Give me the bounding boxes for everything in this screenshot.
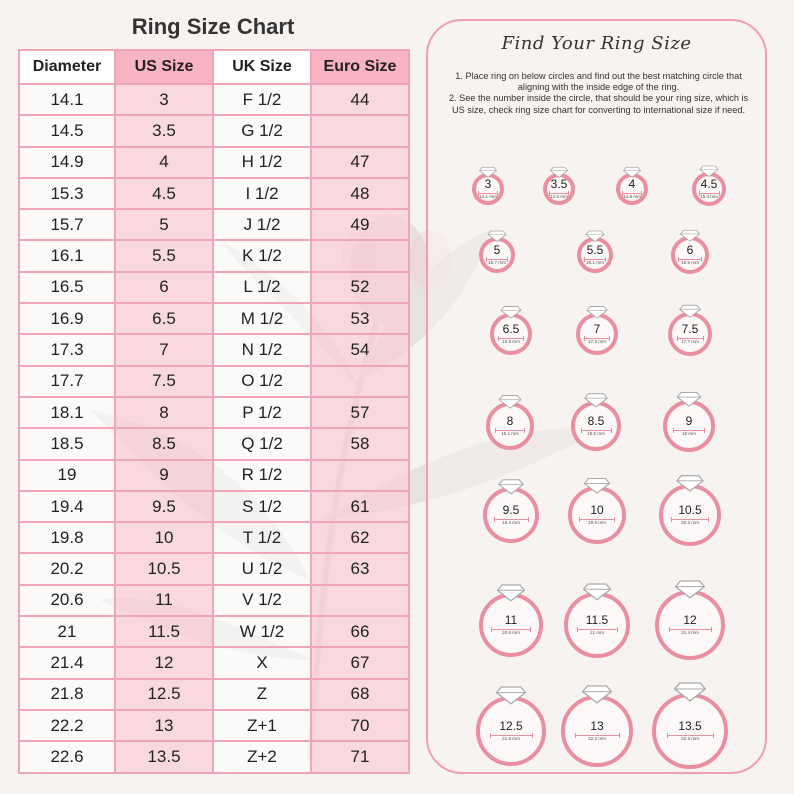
diameter-line	[699, 193, 720, 194]
ring-diameter-mm: 19 mm	[681, 431, 697, 437]
ring-circle	[472, 173, 504, 205]
ring-diameter-mm: 15.7 mm	[488, 260, 506, 266]
table-row	[19, 303, 409, 334]
ring-circle	[543, 173, 575, 205]
cell-diameter: 20.2	[19, 553, 115, 584]
cell-euro-size: 58	[311, 428, 409, 459]
ring-size-number: 7	[593, 322, 601, 337]
cell-uk-size: N 1/2	[213, 334, 311, 365]
ring-size-number: 5.5	[586, 243, 604, 258]
cell-us-size: 9.5	[115, 491, 213, 522]
cell-diameter: 14.5	[19, 115, 115, 146]
ring-size-number: 5	[493, 243, 501, 258]
table-row	[19, 741, 409, 772]
ring-circle	[659, 484, 721, 546]
cell-us-size: 13.5	[115, 741, 213, 772]
ring-diameter-mm: 17.3 mm	[588, 339, 606, 345]
ring-size-number: 9.5	[502, 503, 520, 518]
cell-diameter: 18.5	[19, 428, 115, 459]
ring-circle	[692, 172, 726, 206]
table-row	[19, 240, 409, 271]
cell-diameter: 21.8	[19, 679, 115, 710]
cell-us-size: 12.5	[115, 679, 213, 710]
diameter-line	[577, 629, 618, 630]
table-row	[19, 397, 409, 428]
table-row	[19, 84, 409, 115]
ring-circle	[490, 313, 532, 355]
cell-us-size: 3.5	[115, 115, 213, 146]
cell-diameter: 16.5	[19, 272, 115, 303]
table-row	[19, 209, 409, 240]
cell-uk-size: M 1/2	[213, 303, 311, 334]
ring-size-number: 10.5	[678, 503, 702, 518]
table-row	[19, 272, 409, 303]
cell-uk-size: I 1/2	[213, 178, 311, 209]
cell-diameter: 22.2	[19, 710, 115, 741]
header-us-size: US Size	[115, 50, 213, 84]
ring-size-number: 4	[628, 177, 636, 192]
cell-us-size: 5.5	[115, 240, 213, 271]
cell-diameter: 22.6	[19, 741, 115, 772]
ring-size-number: 7.5	[681, 322, 699, 337]
cell-euro-size: 66	[311, 616, 409, 647]
diameter-line	[491, 629, 531, 630]
diameter-line	[495, 430, 525, 431]
ring-diameter-mm: 14.1 mm	[479, 194, 497, 200]
ring-size-number: 9	[685, 414, 693, 429]
cell-uk-size: Z+2	[213, 741, 311, 772]
diameter-line	[667, 735, 714, 736]
ring-circle	[655, 590, 725, 660]
ring-circle	[663, 400, 715, 452]
diameter-line	[669, 629, 712, 630]
cell-euro-size: 49	[311, 209, 409, 240]
table-row	[19, 585, 409, 616]
ring-size-chart-title: Ring Size Chart	[131, 14, 295, 39]
ring-diameter-mm: 14.9 mm	[623, 194, 641, 200]
cell-euro-size: 47	[311, 147, 409, 178]
cell-us-size: 8.5	[115, 428, 213, 459]
cell-diameter: 14.9	[19, 147, 115, 178]
header-euro-size: Euro Size	[311, 50, 409, 84]
diameter-line	[581, 430, 612, 431]
cell-euro-size	[311, 585, 409, 616]
diameter-line	[622, 193, 642, 194]
cell-us-size: 7.5	[115, 366, 213, 397]
cell-diameter: 16.1	[19, 240, 115, 271]
ring-circle	[476, 696, 546, 766]
ring-diameter-mm: 16.5 mm	[681, 260, 699, 266]
find-ring-size-panel	[426, 19, 767, 774]
cell-euro-size: 54	[311, 334, 409, 365]
cell-uk-size: W 1/2	[213, 616, 311, 647]
cell-euro-size: 71	[311, 741, 409, 772]
diameter-line	[673, 430, 705, 431]
cell-us-size: 4.5	[115, 178, 213, 209]
diameter-line	[575, 735, 620, 736]
cell-euro-size	[311, 460, 409, 491]
cell-uk-size: Z+1	[213, 710, 311, 741]
cell-diameter: 16.9	[19, 303, 115, 334]
cell-us-size: 5	[115, 209, 213, 240]
ring-diameter-mm: 21.8 mm	[502, 736, 520, 742]
cell-uk-size: Q 1/2	[213, 428, 311, 459]
cell-euro-size: 68	[311, 679, 409, 710]
cell-diameter: 21	[19, 616, 115, 647]
cell-us-size: 10	[115, 522, 213, 553]
cell-diameter: 18.1	[19, 397, 115, 428]
cell-uk-size: U 1/2	[213, 553, 311, 584]
ring-size-number: 6.5	[502, 322, 520, 337]
ring-circle	[483, 487, 539, 543]
table-row	[19, 428, 409, 459]
cell-diameter: 17.7	[19, 366, 115, 397]
cell-euro-size: 61	[311, 491, 409, 522]
diameter-line	[671, 519, 709, 520]
cell-diameter: 19.8	[19, 522, 115, 553]
table-row	[19, 616, 409, 647]
cell-uk-size: R 1/2	[213, 460, 311, 491]
table-row	[19, 679, 409, 710]
ring-diameter-mm: 22.2 mm	[588, 736, 606, 742]
cell-us-size: 6	[115, 272, 213, 303]
ring-size-number: 11.5	[585, 613, 609, 628]
find-ring-size-title: Find Your Ring Size	[501, 33, 692, 54]
cell-euro-size: 62	[311, 522, 409, 553]
ring-diameter-mm: 20.6 mm	[502, 630, 520, 636]
cell-uk-size: L 1/2	[213, 272, 311, 303]
ring-size-number: 3	[484, 177, 492, 192]
ring-diameter-mm: 16.9 mm	[502, 339, 520, 345]
instruction-2: 2. See the number inside the circle, that should be your ring size, which is US size, check ring size chart for converting to international size if need.	[448, 93, 749, 115]
ring-circle	[486, 402, 534, 450]
instructions	[442, 71, 755, 116]
header-uk-size: UK Size	[213, 50, 311, 84]
cell-us-size: 10.5	[115, 553, 213, 584]
cell-us-size: 11	[115, 585, 213, 616]
ring-size-number: 13.5	[678, 719, 702, 734]
cell-uk-size: Z	[213, 679, 311, 710]
ring-diameter-mm: 15.3 mm	[700, 194, 718, 200]
diameter-line	[486, 259, 508, 260]
ring-circle	[576, 313, 618, 355]
ring-size-number: 8	[506, 414, 514, 429]
ring-circle	[564, 592, 630, 658]
ring-circle	[668, 312, 712, 356]
cell-euro-size: 52	[311, 272, 409, 303]
cell-us-size: 3	[115, 84, 213, 115]
cell-uk-size: J 1/2	[213, 209, 311, 240]
cell-diameter: 19	[19, 460, 115, 491]
ring-size-number: 6	[686, 243, 694, 258]
diameter-line	[549, 193, 569, 194]
ring-circle	[616, 173, 648, 205]
cell-diameter: 20.6	[19, 585, 115, 616]
cell-euro-size: 53	[311, 303, 409, 334]
ring-diameter-mm: 17.7 mm	[681, 339, 699, 345]
cell-uk-size: X	[213, 647, 311, 678]
cell-us-size: 6.5	[115, 303, 213, 334]
ring-diameter-mm: 22.6 mm	[681, 736, 699, 742]
cell-euro-size	[311, 366, 409, 397]
ring-size-number: 12.5	[499, 719, 523, 734]
ring-diameter-mm: 16.1 mm	[586, 260, 604, 266]
ring-circle	[571, 401, 621, 451]
ring-diameter-mm: 21.4 mm	[681, 630, 699, 636]
cell-uk-size: F 1/2	[213, 84, 311, 115]
cell-uk-size: S 1/2	[213, 491, 311, 522]
cell-euro-size: 48	[311, 178, 409, 209]
ring-circle	[671, 236, 709, 274]
cell-us-size: 9	[115, 460, 213, 491]
cell-uk-size: P 1/2	[213, 397, 311, 428]
ring-diameter-mm: 20.2 mm	[681, 520, 699, 526]
table-row	[19, 647, 409, 678]
cell-diameter: 14.1	[19, 84, 115, 115]
ring-size-number: 13	[590, 719, 604, 734]
table-header-row	[19, 50, 409, 84]
cell-diameter: 17.3	[19, 334, 115, 365]
diameter-line	[584, 259, 606, 260]
table-row	[19, 522, 409, 553]
ring-size-table	[18, 49, 410, 774]
table-row	[19, 366, 409, 397]
cell-us-size: 7	[115, 334, 213, 365]
cell-diameter: 21.4	[19, 647, 115, 678]
ring-circle	[577, 237, 613, 273]
cell-uk-size: O 1/2	[213, 366, 311, 397]
ring-size-number: 10	[590, 503, 604, 518]
table-row	[19, 178, 409, 209]
cell-euro-size: 63	[311, 553, 409, 584]
table-row	[19, 460, 409, 491]
ring-diameter-mm: 19.4 mm	[502, 520, 520, 526]
cell-euro-size: 67	[311, 647, 409, 678]
cell-diameter: 19.4	[19, 491, 115, 522]
cell-euro-size	[311, 115, 409, 146]
cell-us-size: 12	[115, 647, 213, 678]
ring-circle	[561, 695, 633, 767]
ring-size-number: 12	[683, 613, 697, 628]
table-row	[19, 710, 409, 741]
diameter-line	[579, 519, 615, 520]
cell-diameter: 15.3	[19, 178, 115, 209]
table-row	[19, 553, 409, 584]
ring-diameter-mm: 19.8 mm	[588, 520, 606, 526]
table-row	[19, 334, 409, 365]
cell-uk-size: K 1/2	[213, 240, 311, 271]
ring-diameter-mm: 18.5 mm	[587, 431, 605, 437]
cell-euro-size: 44	[311, 84, 409, 115]
diameter-line	[478, 193, 498, 194]
diameter-line	[494, 519, 529, 520]
ring-circle	[479, 237, 515, 273]
cell-uk-size: V 1/2	[213, 585, 311, 616]
cell-uk-size: H 1/2	[213, 147, 311, 178]
cell-euro-size	[311, 240, 409, 271]
ring-size-number: 3.5	[550, 177, 568, 192]
table-row	[19, 147, 409, 178]
ring-diameter-mm: 21 mm	[589, 630, 605, 636]
diameter-line	[498, 338, 524, 339]
ring-size-number: 11	[504, 613, 518, 628]
cell-euro-size: 70	[311, 710, 409, 741]
cell-us-size: 13	[115, 710, 213, 741]
diameter-line	[490, 735, 533, 736]
header-diameter: Diameter	[19, 50, 115, 84]
cell-us-size: 4	[115, 147, 213, 178]
cell-diameter: 15.7	[19, 209, 115, 240]
ring-size-number: 4.5	[700, 177, 718, 192]
cell-us-size: 8	[115, 397, 213, 428]
diameter-line	[584, 338, 610, 339]
table-row	[19, 115, 409, 146]
cell-euro-size: 57	[311, 397, 409, 428]
cell-us-size: 11.5	[115, 616, 213, 647]
ring-size-number: 8.5	[587, 414, 605, 429]
table-row	[19, 491, 409, 522]
ring-circle	[479, 593, 543, 657]
cell-uk-size: G 1/2	[213, 115, 311, 146]
ring-diameter-mm: 18.1 mm	[501, 431, 519, 437]
ring-diameter-mm: 14.5 mm	[550, 194, 568, 200]
diameter-line	[677, 338, 704, 339]
ring-circle	[652, 693, 728, 769]
ring-circle	[568, 486, 626, 544]
cell-uk-size: T 1/2	[213, 522, 311, 553]
diameter-line	[678, 259, 702, 260]
instruction-1: 1. Place ring on below circles and find out the best matching circle that aligning with the inside edge of the ring.	[455, 71, 742, 93]
